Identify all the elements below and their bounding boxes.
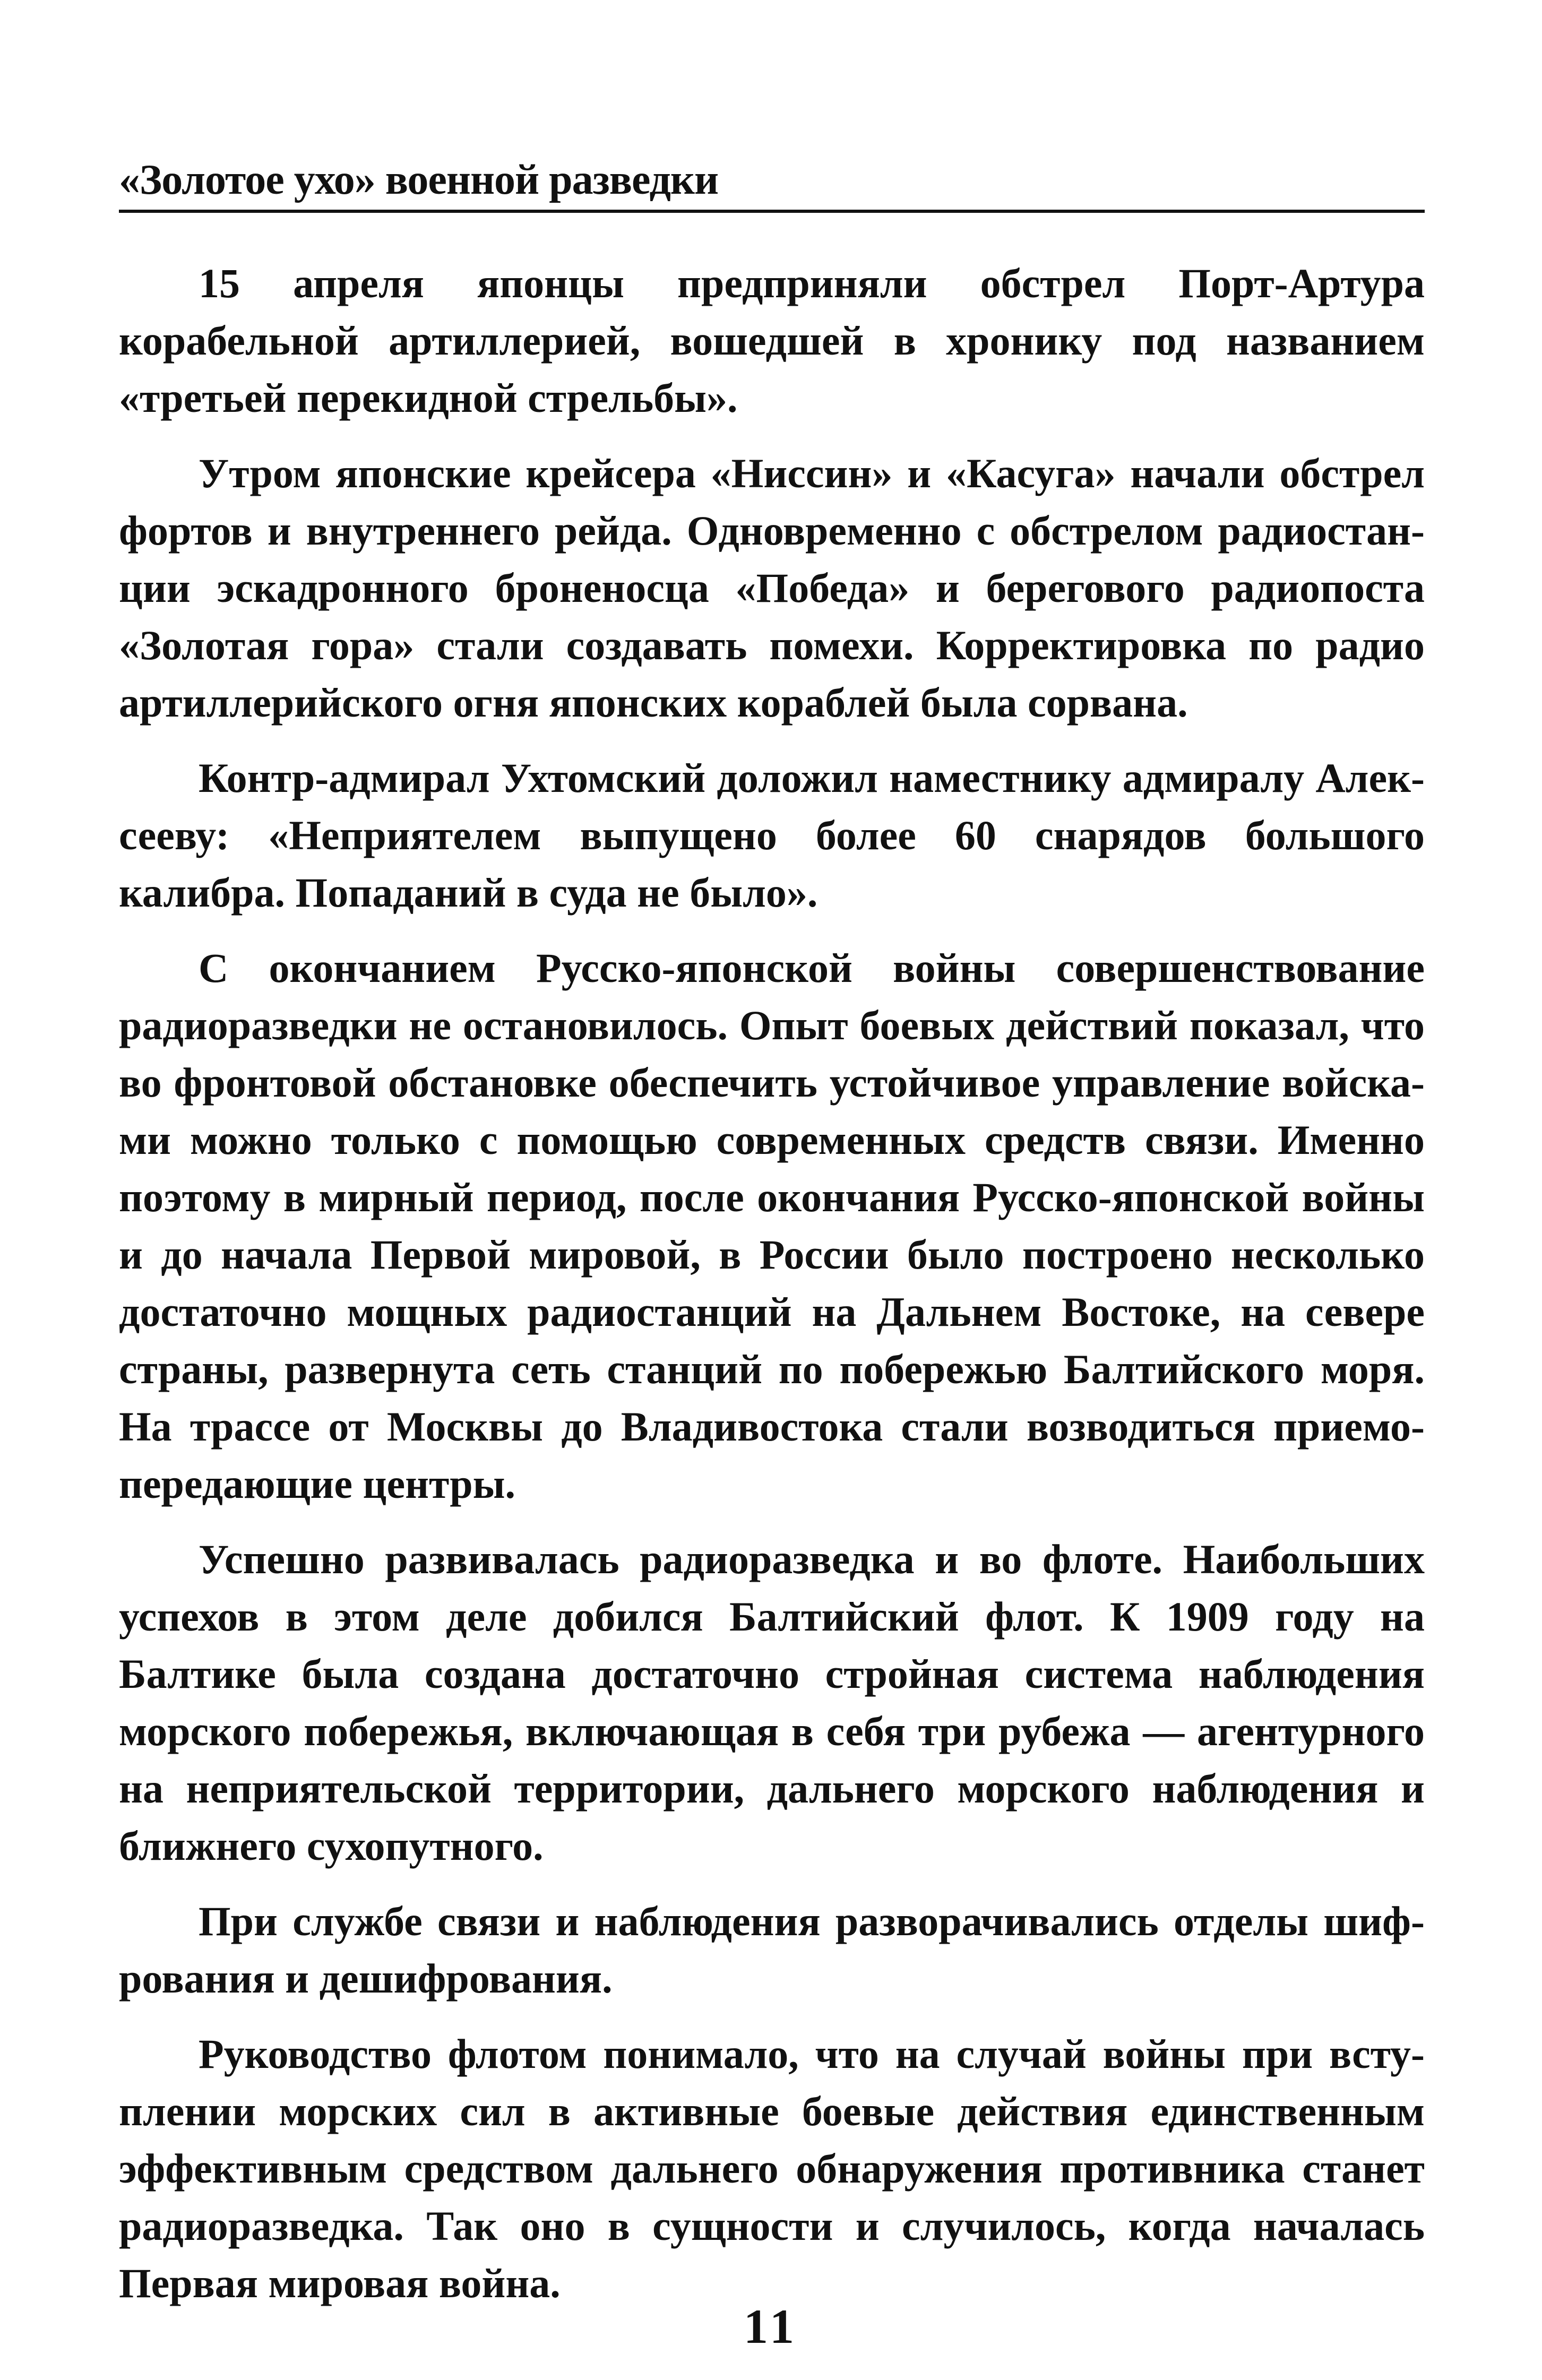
paragraph-7: Руководство флотом понимало, что на случай войны при вступлении морских сил в активные боевые действия единственным эффективным средством дальнего обнаружения противника станет радиоразведка. Так оно в сущности и случилось, когда началась Первая мировая война. (119, 2031, 1425, 2306)
paragraph-5: Успешно развивалась радиоразведка и во флоте. Наибольших успехов в этом деле добился Балтийский флот. К 1909 году на Балтике была создана достаточно стройная система наблюдения морского побережья, включающая в себя три рубежа — агентурного на неприятельской территории, дальнего морского наблюдения и ближнего сухопутного. (119, 1536, 1425, 1869)
page-number: 11 (744, 2299, 798, 2353)
running-head-title: «Золотое ухо» военной разведки (119, 157, 719, 203)
paragraph-6: При службе связи и наблюдения разворачивались отделы шифрования и дешифрования. (119, 1898, 1425, 2002)
paragraph-1: 15 апреля японцы предприняли обстрел Порт-Артура корабельной артиллерией, вошедшей в хронику под названием «третьей перекидной стрельбы». (119, 260, 1425, 421)
paragraph-3: Контр-адмирал Ухтомский доложил наместнику адмиралу Алексееву: «Неприятелем выпущено более 60 снарядов большого калибра. Попаданий в суда не было». (119, 755, 1425, 916)
paragraph-2: Утром японские крейсера «Ниссин» и «Касуга» начали обстрел фортов и внутреннего рейда. Одновременно с обстрелом радиостанции эскадронного броненосца «Победа» и берегового радиопоста «Золотая гора» стали создавать помехи. Корректировка по радио артиллерийского огня японских кораблей была сорвана. (119, 450, 1425, 726)
running-head (119, 143, 1425, 213)
paragraph-4: С окончанием Русско-японской войны совершенствование радиоразведки не остановилось. Опыт боевых действий показал, что во фронтовой обстановке обеспечить устойчивое управление войсками можно только с помощью современных средств связи. Именно поэтому в мирный период, после окончания Русско-японской войны и до начала Первой мировой, в России было построено несколько достаточно мощных радиостанций на Дальнем Востоке, на севере страны, развернута сеть станций по побережью Балтийского моря. На трассе от Москвы до Владивостока стали возводиться приемопередающие центры. (119, 945, 1425, 1507)
body-text (119, 255, 1425, 2306)
